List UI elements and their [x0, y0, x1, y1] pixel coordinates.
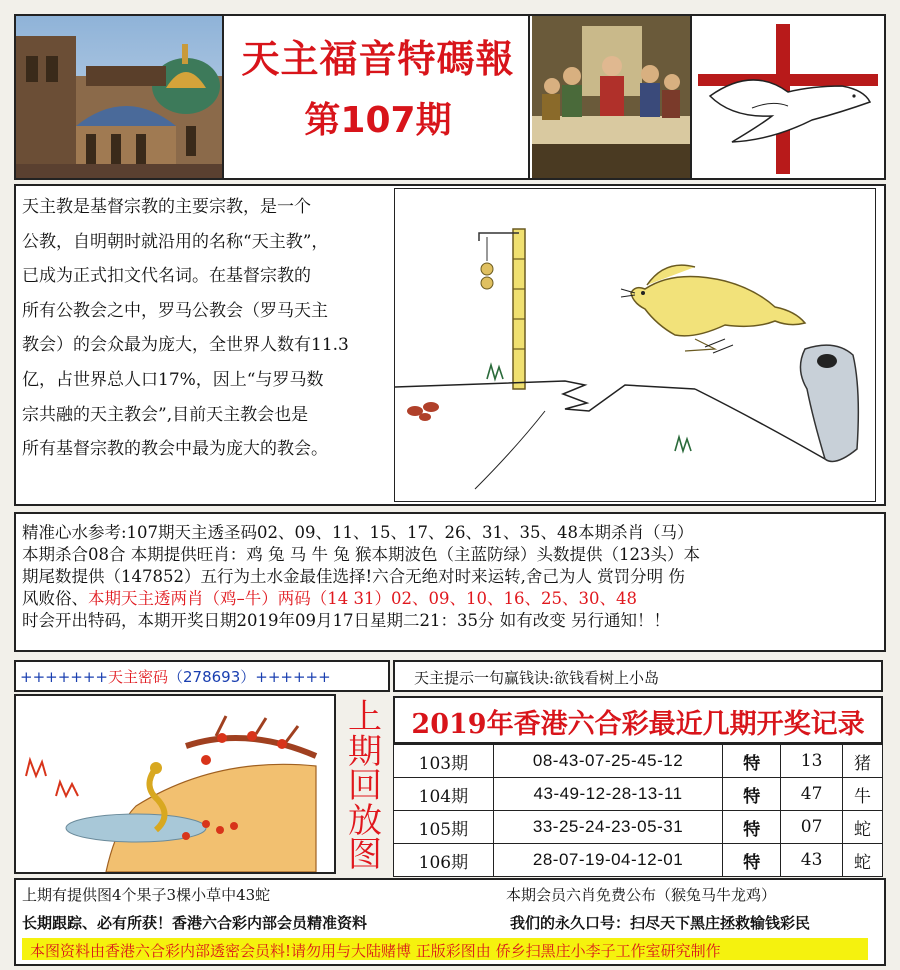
zodiac-cell: 牛: [843, 778, 883, 811]
secret-code-line: [20, 666, 331, 687]
hint-text: 天主提示一句赢钱诀:欲钱看树上小岛: [414, 669, 660, 687]
intro-text: [22, 190, 392, 467]
table-row: [394, 844, 883, 877]
special-number-cell: 43: [781, 844, 843, 877]
replay-char: 图: [348, 835, 382, 875]
intro-line: 所有公教会之中，罗马公教会（罗马天主: [22, 300, 328, 321]
special-label-cell: 特: [723, 811, 781, 844]
intro-line: 公教，自明朝时就沿用的名称“天主教”，: [22, 231, 329, 252]
reference-line: [22, 588, 882, 610]
intro-line: 天主教是基督宗教的主要宗教，是一个: [22, 197, 311, 217]
last-supper-image: [532, 16, 690, 178]
zodiac-cell: 蛇: [843, 844, 883, 877]
secret-suffix: ++++++: [255, 668, 331, 686]
intro-line: 宗共融的天主教会”,目前天主教会也是: [22, 404, 309, 425]
table-row: [394, 811, 883, 844]
table-row: [394, 745, 883, 778]
zodiac-cell: 蛇: [843, 811, 883, 844]
snake-fruit-image: [16, 696, 334, 872]
numbers-cell: 08-43-07-25-45-12: [493, 745, 722, 778]
footer-banner-text: 本图资料由香港六合彩内部透密会员料!请勿用与大陆赌博 正版彩图由 侨乡扫黑庄小李子工作室研究制作: [30, 942, 721, 960]
footer-right-2: 我们的永久口号：扫尽天下黑庄拯救输钱彩民: [510, 914, 811, 932]
reference-highlight: 本期天主透两肖（鸡–牛）两码（14 31）02、09、10、16、25、30、48: [88, 589, 637, 608]
issue-number: 第107期: [304, 100, 452, 141]
period-cell: 106期: [394, 844, 494, 877]
numbers-cell: 28-07-19-04-12-01: [493, 844, 722, 877]
secret-code: （278693）: [168, 668, 256, 686]
numbers-cell: 33-25-24-23-05-31: [493, 811, 722, 844]
period-cell: 105期: [394, 811, 494, 844]
replay-char: 上: [348, 697, 382, 737]
reference-line: 期尾数提供（147852）五行为土水金最佳选择!六合无绝对时来运转,舍己为人 赏罚分明 伤: [22, 567, 685, 586]
reference-line4-prefix: 风败俗、: [22, 589, 88, 608]
special-label-cell: 特: [723, 844, 781, 877]
period-cell: 104期: [394, 778, 494, 811]
special-number-cell: 07: [781, 811, 843, 844]
cross-dove-image: [690, 16, 884, 178]
replay-char: 期: [348, 731, 382, 772]
intro-line: 所有基督宗教的教会中最为庞大的教会。: [22, 439, 328, 460]
special-number-cell: 47: [781, 778, 843, 811]
cathedral-image: [16, 16, 222, 178]
secret-prefix: +++++++: [20, 668, 108, 686]
results-table: [393, 744, 883, 877]
table-row: [394, 778, 883, 811]
reference-line: 时会开出特码，本期开奖日期2019年09月17日星期二21：35分 如有改变 另行通知！！: [22, 611, 670, 630]
zodiac-cell: 猪: [843, 745, 883, 778]
special-label-cell: 特: [723, 778, 781, 811]
reference-line: 本期杀合08合 本期提供旺肖：鸡 兔 马 牛 兔 猴本期波色（主蓝防绿）头数提供（123头）本: [22, 545, 700, 564]
results-title: 2019年香港六合彩最近几期开奖记录: [411, 709, 865, 740]
special-label-cell: 特: [723, 745, 781, 778]
intro-line: 教会）的会众最为庞大，全世界人数有11.3: [22, 335, 349, 356]
footer-left-2: 长期跟踪、必有所获！香港六合彩内部会员精准资料: [22, 914, 368, 932]
numbers-cell: 43-49-12-28-13-11: [493, 778, 722, 811]
page-title: 天主福音特碼報: [241, 37, 515, 81]
footer-left-1: 上期有提供图4个果子3棵小草中43蛇: [22, 886, 271, 904]
intro-line: 已成为正式扣文代名词。在基督宗教的: [22, 266, 311, 287]
reference-line: 精准心水参考:107期天主透圣码02、09、11、15、17、26、31、35、48本期杀肖（马）: [22, 523, 694, 542]
replay-char: 放: [348, 800, 382, 841]
footer-right-1: 本期会员六肖免费公布（猴兔马牛龙鸡）: [506, 886, 777, 904]
secret-label: 天主密码: [107, 668, 168, 686]
period-cell: 103期: [394, 745, 494, 778]
rabbit-sketch-image: [394, 188, 876, 502]
replay-char: 回: [348, 766, 382, 806]
intro-line: 亿，占世界总人口17%，因上“与罗马数: [22, 369, 324, 390]
replay-label: [338, 697, 392, 875]
special-number-cell: 13: [781, 745, 843, 778]
reference-text: [22, 522, 882, 632]
